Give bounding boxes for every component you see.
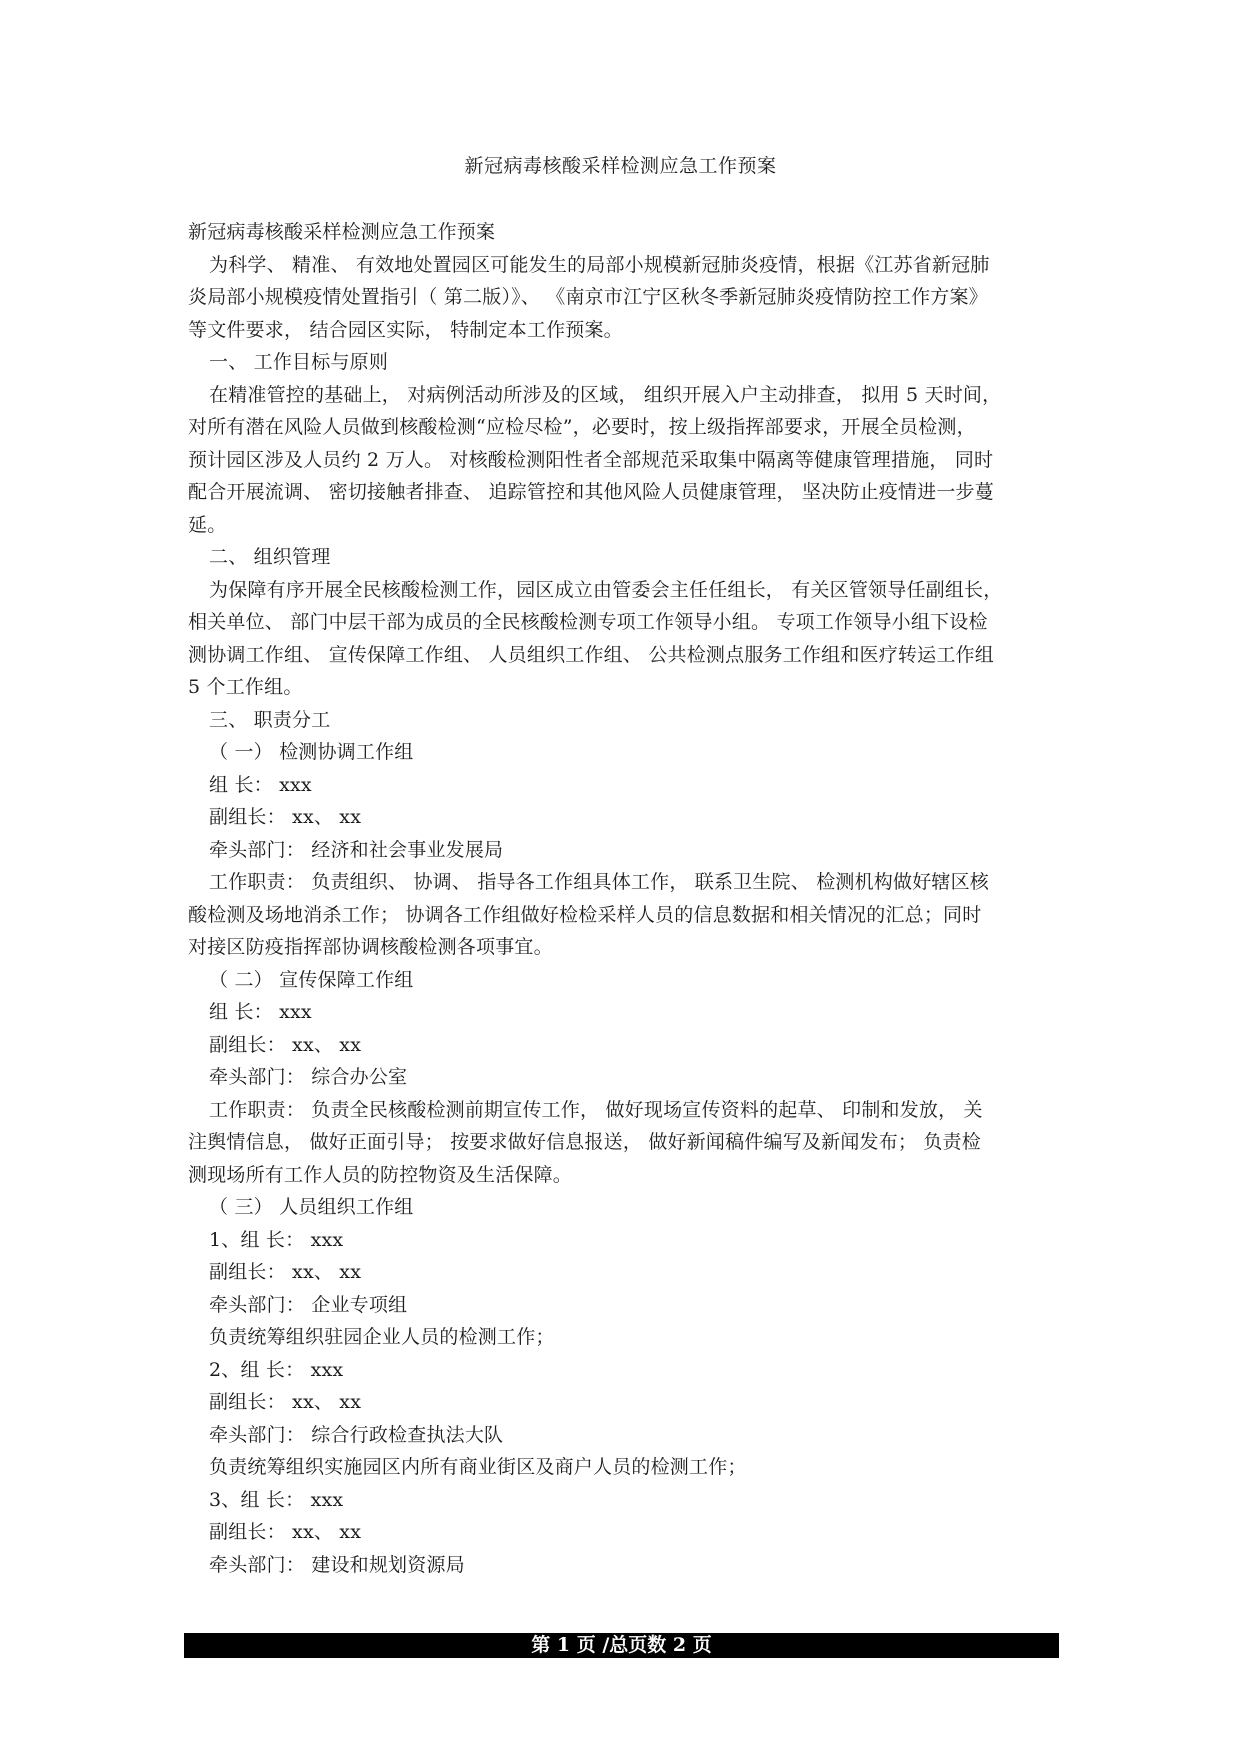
body-line: 工作职责： 负责组织、 协调、 指导各工作组具体工作， 联系卫生院、 检测机构做好辖区核 xyxy=(209,871,990,893)
body-line: 牵头部门： 综合办公室 xyxy=(209,1066,408,1088)
body-line: 副组长： xx、 xx xyxy=(209,1033,362,1056)
body-line: 负责统筹组织驻园企业人员的检测工作； xyxy=(209,1326,555,1348)
body-line: 为科学、 精准、 有效地处置园区可能发生的局部小规模新冠肺炎疫情，根据《江苏省新冠肺 xyxy=(209,253,990,276)
body-line: 等文件要求， 结合园区实际， 特制定本工作预案。 xyxy=(188,318,623,341)
body-line: 牵头部门： 建设和规划资源局 xyxy=(209,1553,465,1576)
body-line: 一、 工作目标与原则 xyxy=(209,351,389,373)
body-line: 测现场所有工作人员的防控物资及生活保障。 xyxy=(188,1163,573,1186)
body-line: 牵头部门： 综合行政检查执法大队 xyxy=(209,1423,504,1446)
body-line: 2、组 长： xxx xyxy=(209,1358,344,1381)
page-number-text: 第 1 页 /总页数 2 页 xyxy=(531,1634,712,1656)
body-line: 牵头部门： 企业专项组 xyxy=(209,1293,408,1316)
page-footer xyxy=(184,1633,1059,1658)
body-line: 二、 组织管理 xyxy=(209,546,331,568)
body-line: 相关单位、 部门中层干部为成员的全民核酸检测专项工作领导小组。 专项工作领导小组下设检 xyxy=(188,611,988,633)
body-line: 副组长： xx、 xx xyxy=(209,1391,362,1413)
body-line: 对接区防疫指挥部协调核酸检测各项事宜。 xyxy=(188,936,553,958)
body-line: 测协调工作组、 宣传保障工作组、 人员组织工作组、 公共检测点服务工作组和医疗转运工作组 xyxy=(188,643,994,666)
body-line: 负责统筹组织实施园区内所有商业街区及商户人员的检测工作； xyxy=(209,1456,747,1478)
body-line: （ 二） 宣传保障工作组 xyxy=(209,968,414,991)
body-line: 酸检测及场地消杀工作； 协调各工作组做好检检采样人员的信息数据和相关情况的汇总；同时 xyxy=(188,903,982,926)
body-line: （ 三） 人员组织工作组 xyxy=(209,1196,414,1218)
body-line: 组 长： xxx xyxy=(209,773,312,796)
body-line: 牵头部门： 经济和社会事业发展局 xyxy=(209,838,504,861)
body-line: 3、组 长： xxx xyxy=(209,1488,344,1511)
body-line: 1、组 长： xxx xyxy=(209,1228,344,1251)
body-line: 注舆情信息， 做好正面引导； 按要求做好信息报送， 做好新闻稿件编写及新闻发布； 负责检 xyxy=(188,1131,981,1153)
body-line: 延。 xyxy=(188,513,227,536)
body-line: 5 个工作组。 xyxy=(188,676,303,698)
body-line: 三、 职责分工 xyxy=(209,708,331,731)
body-line: 副组长： xx、 xx xyxy=(209,806,362,828)
body-line: 炎局部小规模疫情处置指引（ 第二版）》、 《南京市江宁区秋冬季新冠肺炎疫情防控工作方案》 xyxy=(188,286,988,308)
body-line: 对所有潜在风险人员做到核酸检测“应检尽检”，必要时，按上级指挥部要求，开展全员检测， xyxy=(188,416,976,438)
document-body xyxy=(188,216,1078,1581)
document-title: 新冠病毒核酸采样检测应急工作预案 xyxy=(464,155,777,177)
body-line: 新冠病毒核酸采样检测应急工作预案 xyxy=(188,221,496,243)
body-line: 组 长： xxx xyxy=(209,1001,312,1023)
body-line: 副组长： xx、 xx xyxy=(209,1261,362,1283)
body-line: 为保障有序开展全民核酸检测工作，园区成立由管委会主任任组长， 有关区管领导任副组长， xyxy=(209,578,1003,601)
body-line: （ 一） 检测协调工作组 xyxy=(209,741,414,763)
body-line: 配合开展流调、 密切接触者排查、 追踪管控和其他风险人员健康管理， 坚决防止疫情进一步蔓 xyxy=(188,481,994,503)
body-line: 工作职责： 负责全民核酸检测前期宣传工作， 做好现场宣传资料的起草、 印制和发放， 关 xyxy=(209,1098,983,1121)
body-line: 在精准管控的基础上， 对病例活动所涉及的区域， 组织开展入户主动排查， 拟用 5 天时间， xyxy=(209,383,1002,406)
body-line: 副组长： xx、 xx xyxy=(209,1521,362,1543)
body-line: 预计园区涉及人员约 2 万人。 对核酸检测阳性者全部规范采取集中隔离等健康管理措施， 同时 xyxy=(188,448,994,471)
